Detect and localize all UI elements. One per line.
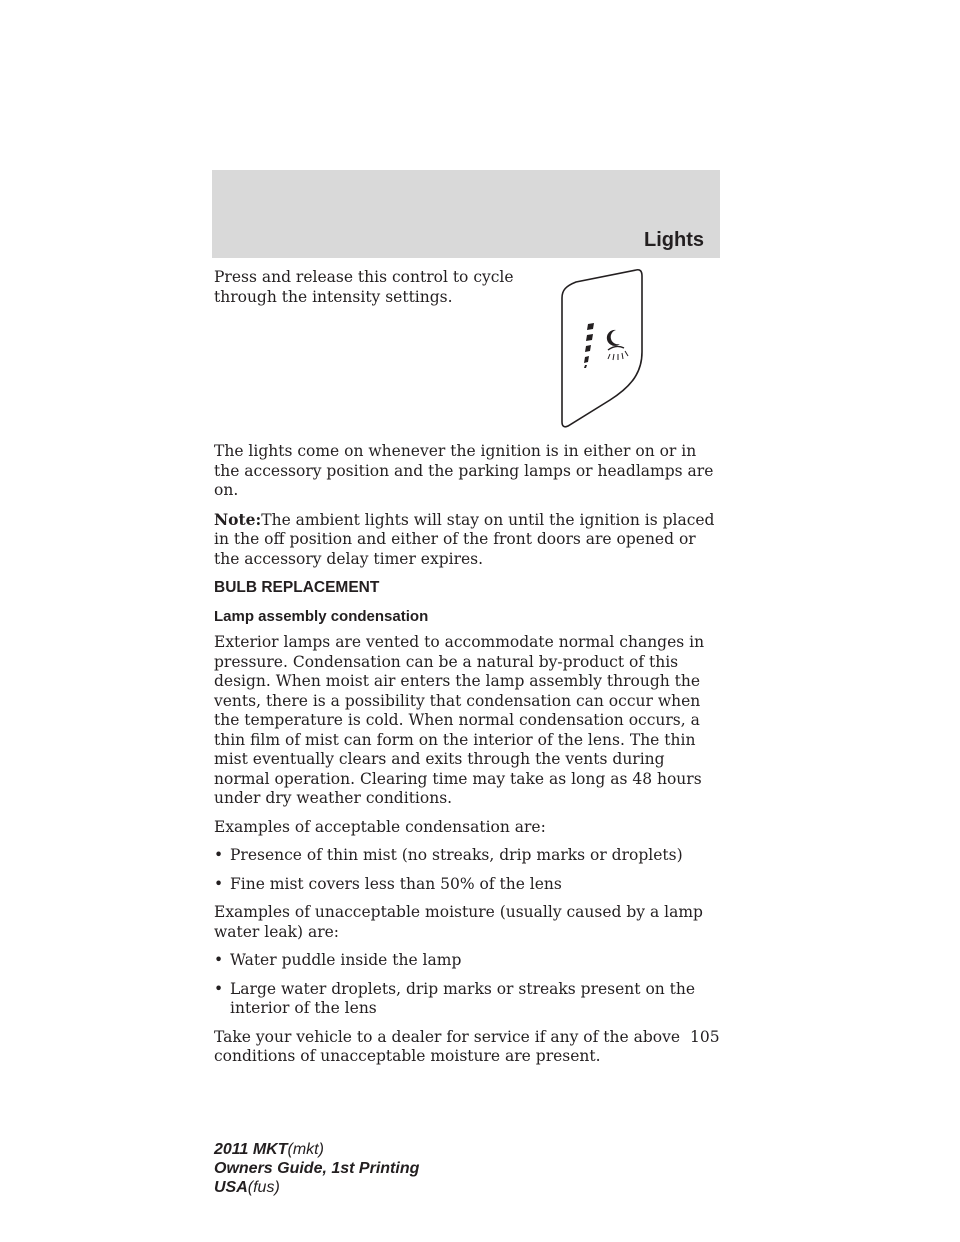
bullet-icon: •: [214, 846, 224, 864]
acceptable-list: [214, 846, 724, 894]
footer-model: 2011 MKT: [214, 1141, 288, 1158]
section-header-band: [212, 170, 720, 258]
acceptable-intro: Examples of acceptable condensation are:: [214, 817, 546, 836]
note-paragraph: [214, 510, 724, 570]
condensation-paragraph: Exterior lamps are vented to accommodate normal changes in pressure. Condensation can be a natural by-product of this design. When moist air enters the lamp assembly through the vents, there is a possibility that condensation can occur when the temperature is cold. When normal condensation occurs, a thin film of mist can form on the interior of the lens. The thin mist eventually clears and exits through the vents during normal operation. Clearing time may take as long as 48 hours under dry weather conditions.: [214, 633, 705, 807]
list-item: • Large water droplets, drip marks or streaks present on the interior of the lens: [214, 979, 696, 1017]
list-item: • Water puddle inside the lamp: [214, 951, 462, 969]
print-footer: [214, 1140, 419, 1197]
bullet-icon: •: [214, 874, 224, 893]
page-number: 105: [690, 1028, 720, 1046]
footer-market-code: (fus): [247, 1179, 280, 1196]
footer-printing: Owners Guide, 1st Printing: [214, 1160, 420, 1177]
section-title: Lights: [644, 229, 704, 251]
note-label: Note:: [214, 509, 262, 529]
footer-model-code: (mkt): [287, 1141, 324, 1158]
footer-market: USA: [214, 1179, 248, 1196]
section-heading: BULB REPLACEMENT: [214, 579, 380, 596]
subsection-heading: Lamp assembly condensation: [214, 608, 429, 625]
page-content: [214, 268, 724, 1076]
note-text: The ambient lights will stay on until the ignition is placed in the off position and either of the front doors are opened or the accessory delay timer expires.: [214, 510, 715, 568]
list-item: • Fine mist covers less than 50% of the lens: [214, 874, 562, 893]
intro-paragraph: Press and release this control to cycle through the intensity settings.: [214, 268, 514, 306]
unacceptable-intro: Examples of unacceptable moisture (usually caused by a lamp water leak) are:: [214, 903, 703, 941]
bullet-icon: •: [214, 951, 224, 969]
bullet-icon: •: [214, 979, 224, 998]
lights-on-paragraph: The lights come on whenever the ignition is in either on or in the accessory position and the parking lamps or headlamps are on.: [214, 442, 714, 499]
list-item: • Presence of thin mist (no streaks, drip marks or droplets): [214, 846, 683, 864]
closing-paragraph: Take your vehicle to a dealer for service if any of the above conditions of unacceptable moisture are present.: [214, 1027, 681, 1065]
unacceptable-list: [214, 951, 724, 1019]
